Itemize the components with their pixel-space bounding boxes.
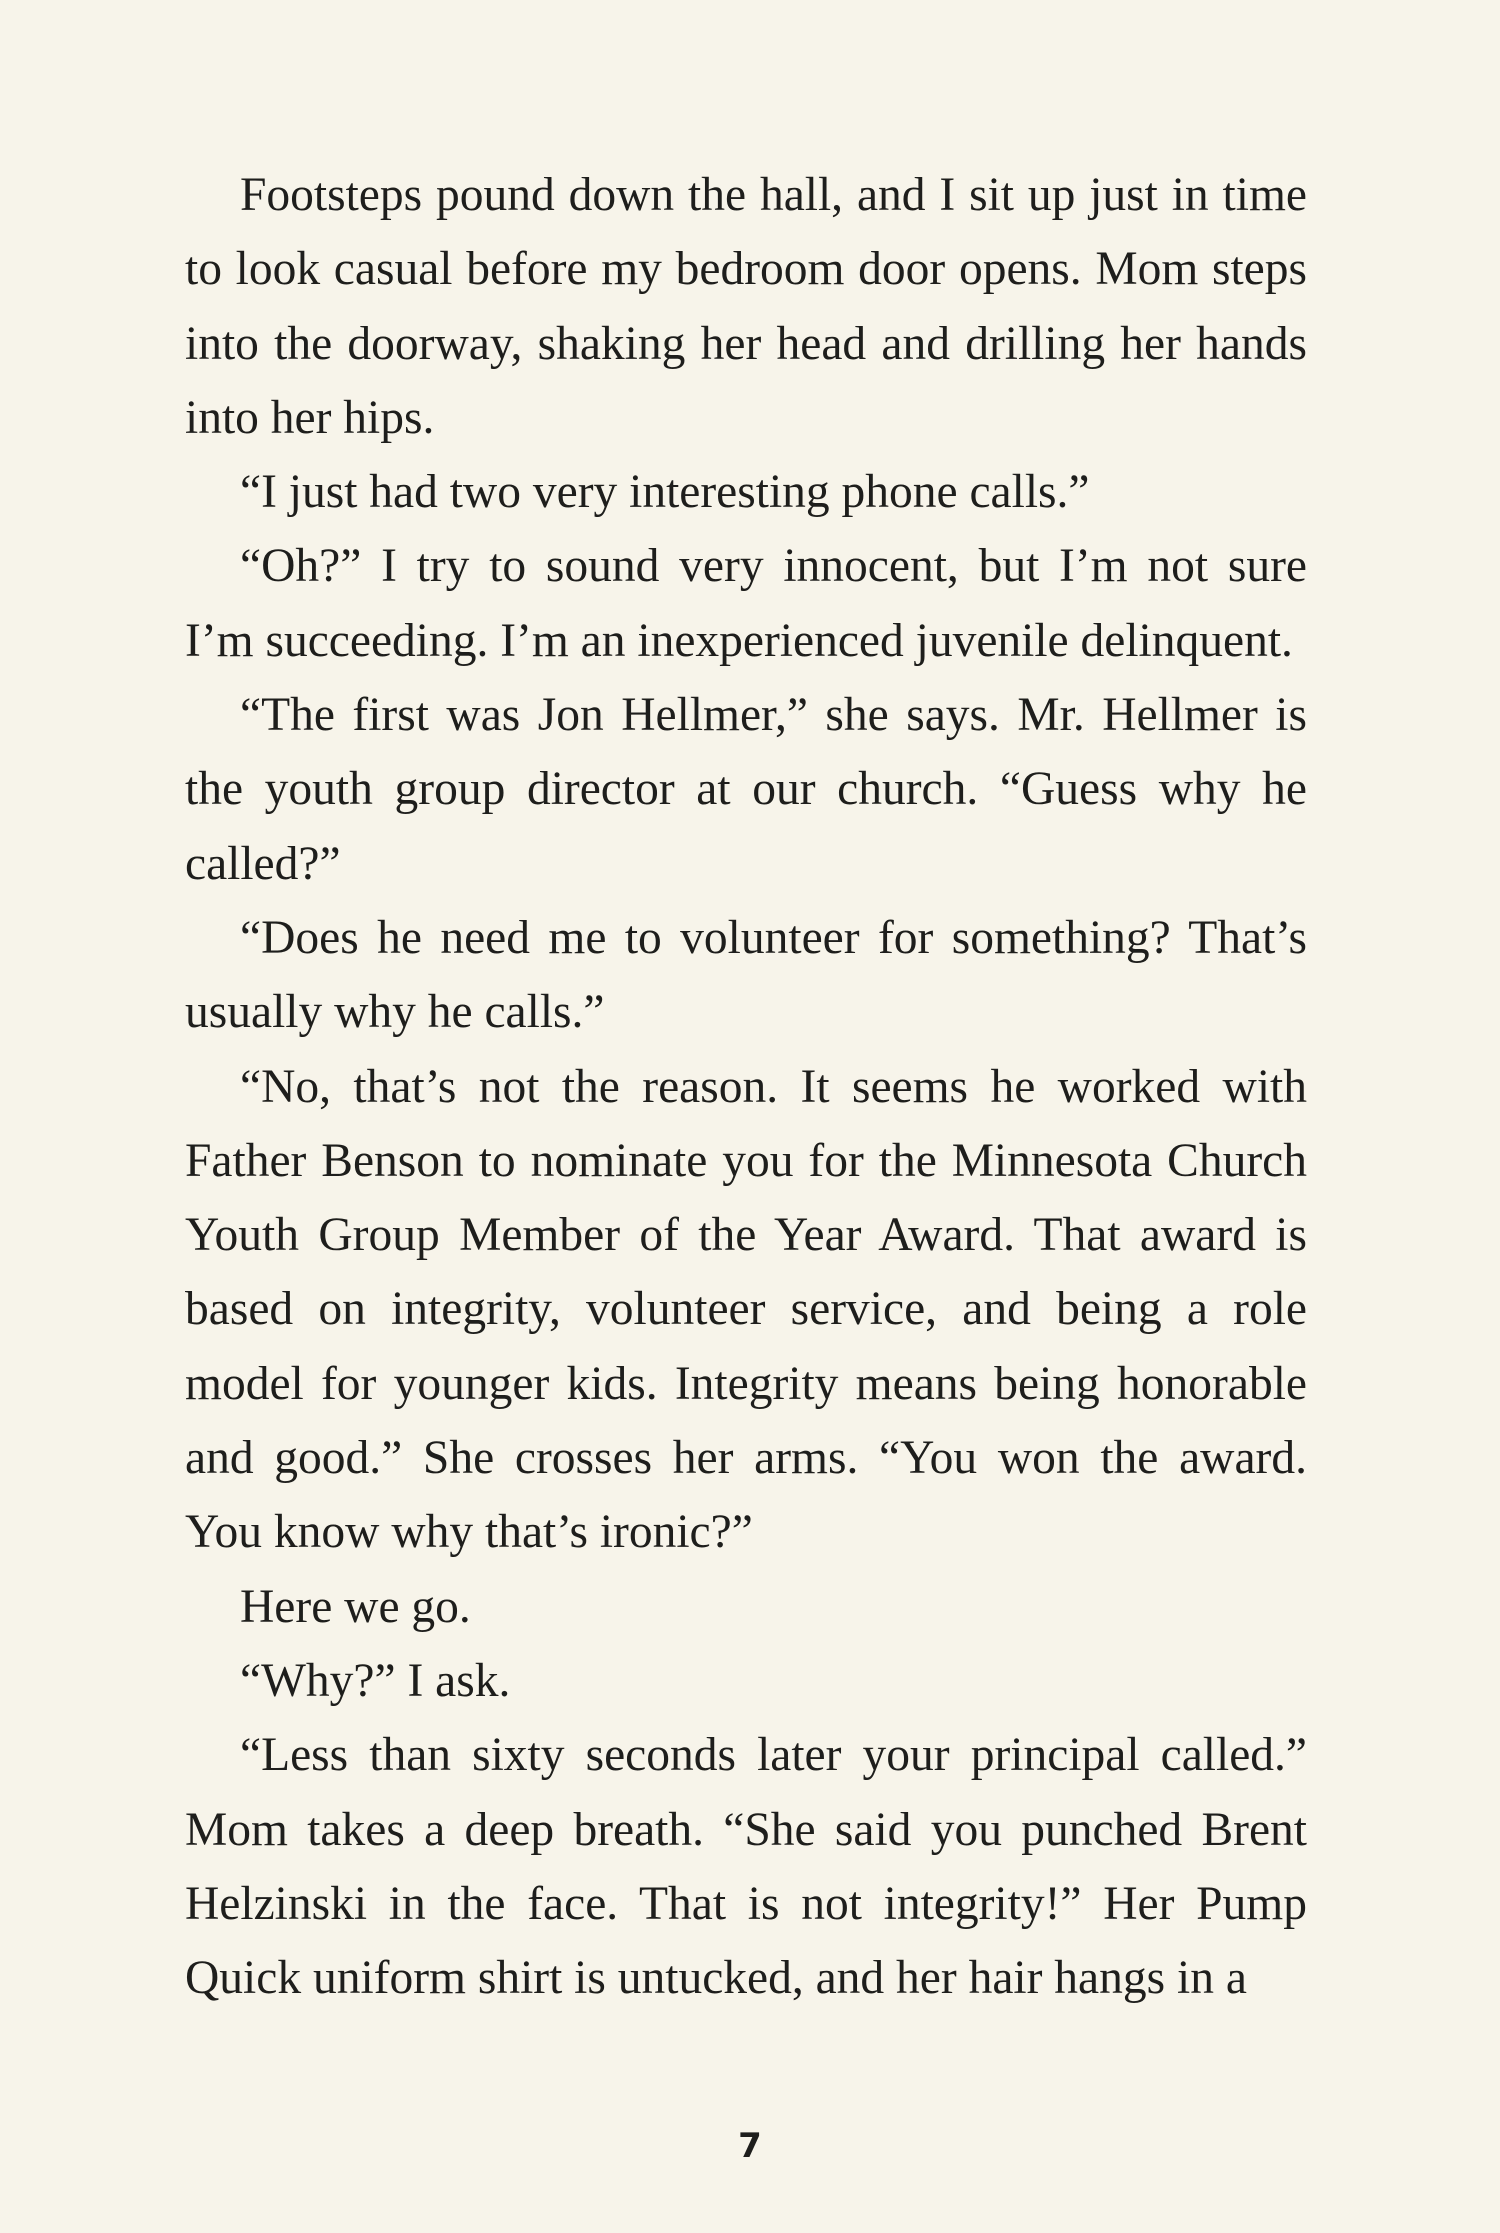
paragraph: “The first was Jon Hellmer,” she says. Mr. Hellmer is the youth group director at our church. “Guess why he called?” bbox=[185, 689, 1307, 890]
paragraph: Here we go. bbox=[240, 1580, 471, 1633]
paragraph: Footsteps pound down the hall, and I sit up just in time to look casual before my bedroom door opens. Mom steps into the doorway, shaking her head and drilling her hands into her hips. bbox=[185, 169, 1307, 444]
paragraph: “Oh?” I try to sound very innocent, but I’m not sure I’m succeeding. I’m an inexperienced juvenile delinquent. bbox=[185, 540, 1307, 667]
paragraph: “Does he need me to volunteer for something? That’s usually why he calls.” bbox=[185, 911, 1307, 1039]
paragraph: “No, that’s not the reason. It seems he worked with Father Benson to nominate you for the Minnesota Church Youth Group Member of the Year Award. That award is based on integrity, volunteer service, and being a role model for younger kids. Integrity means being honorable and good.” She crosses her arms. “You won the award. You know why that’s ironic?” bbox=[185, 1060, 1307, 1559]
page-number: 7 bbox=[738, 2126, 762, 2166]
body-text bbox=[185, 158, 1307, 2015]
paragraph: “I just had two very interesting phone calls.” bbox=[240, 466, 1090, 519]
paragraph: “Why?” I ask. bbox=[240, 1654, 511, 1707]
paragraph: “Less than sixty seconds later your principal called.” Mom takes a deep breath. “She said you punched Brent Helzinski in the face. That is not integrity!” Her Pump Quick uniform shirt is untucked, and her hair hangs in a bbox=[185, 1729, 1307, 2005]
